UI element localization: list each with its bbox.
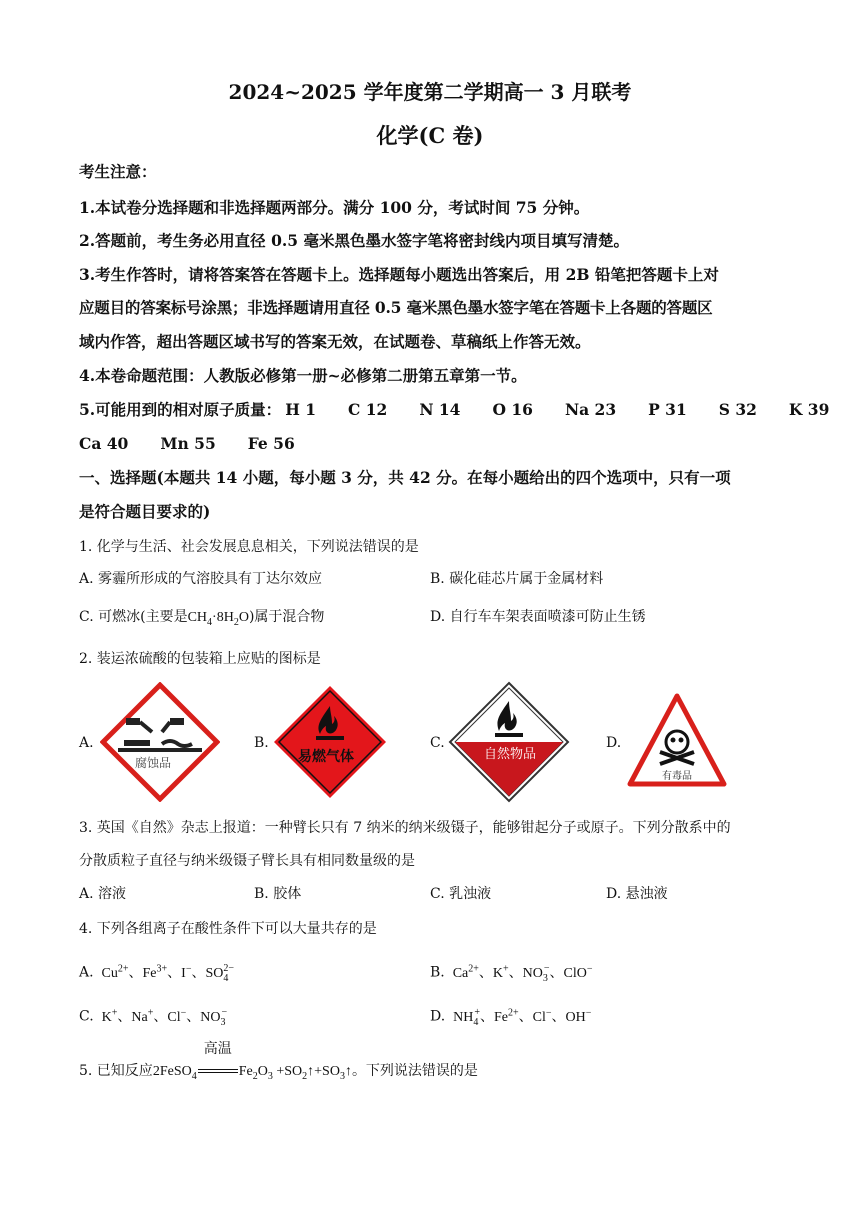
ions-b: $Ca^{2+}$、K+、$NO_3^-$、ClO− bbox=[449, 963, 593, 984]
sign-a-text: 腐蚀品 bbox=[135, 756, 172, 770]
notice-item-1: 1.本试卷分选择题和非选择题两部分。满分 100 分，考试时间 75 分钟。 bbox=[79, 198, 590, 217]
page-title: 2024~2025 学年度第二学期高一 3 月联考 bbox=[228, 80, 632, 104]
q2-option-b-label: B. bbox=[254, 735, 269, 751]
q3-stem-cont: 分散质粒子直径与纳米级镊子臂长具有相同数量级的是 bbox=[79, 853, 415, 869]
q1-option-b: B. 碳化硅芯片属于金属材料 bbox=[430, 571, 604, 587]
q4-stem: 4. 下列各组离子在酸性条件下可以大量共存的是 bbox=[79, 921, 377, 937]
reaction-arrow bbox=[197, 1041, 239, 1082]
section-heading: 一、选择题(本题共 14 小题，每小题 3 分，共 42 分。在每小题给出的四个选项中，只有一项 bbox=[79, 468, 731, 487]
reaction-lhs: 2FeSO$_4$ bbox=[152, 1064, 197, 1082]
q1-option-a: A. 雾霾所形成的气溶胶具有丁达尔效应 bbox=[79, 571, 323, 587]
reaction-rhs: $Fe_2O_3$ $+SO_2↑+SO_3↑$ bbox=[238, 1064, 352, 1082]
spontaneous-combustion-sign bbox=[448, 681, 570, 807]
q3-option-a: A. 溶液 bbox=[79, 886, 127, 902]
q1-stem: 1. 化学与生活、社会发展息息相关，下列说法错误的是 bbox=[79, 539, 419, 555]
sign-b-text: 易燃气体 bbox=[298, 749, 354, 765]
notice-item-4: 4.本卷命题范围：人教版必修第一册~必修第二册第五章第一节。 bbox=[79, 366, 527, 385]
q5-stem: 5. 已知反应2FeSO$_4$ 高温 $Fe_2O_3$ $+SO_2↑+SO_3↑$。下列说法错误的是 bbox=[79, 1060, 478, 1088]
q2-option-a-label: A. bbox=[79, 735, 94, 751]
sign-c-text: 自然物品 bbox=[484, 747, 537, 762]
q4-option-a: A. $Cu^{2+}$、$Fe^{3+}$、I−、$SO_4^{2-}$ bbox=[79, 963, 234, 984]
q4-option-c: C. K+、Na+、Cl−、$NO_3^-$ bbox=[79, 1007, 228, 1028]
atomic-mass-line-1: 5.可能用到的相对原子质量： H 1 C 12 N 14 O 16 Na 23 P 31 S 32 K 39 bbox=[79, 400, 830, 419]
q2-option-c-label: C. bbox=[430, 735, 445, 751]
ions-a: $Cu^{2+}$、$Fe^{3+}$、I−、$SO_4^{2-}$ bbox=[98, 963, 234, 984]
q4-option-d: D. $NH_4^+$、$Fe^{2+}$、Cl−、OH− bbox=[430, 1007, 592, 1028]
notice-item-3-end: 域内作答，超出答题区域书写的答案无效，在试题卷、草稿纸上作答无效。 bbox=[79, 332, 591, 351]
ions-d: $NH_4^+$、$Fe^{2+}$、Cl−、OH− bbox=[449, 1007, 592, 1028]
q2-option-d-label: D. bbox=[606, 735, 622, 751]
corrosive-sign bbox=[100, 682, 220, 806]
formula-ch4-8h2o: $CH_4\cdot 8H_2O$ bbox=[187, 610, 249, 628]
section-heading-cont: 是符合题目要求的) bbox=[79, 502, 211, 521]
q1-option-d: D. 自行车车架表面喷漆可防止生锈 bbox=[430, 609, 646, 625]
q3-option-b: B. 胶体 bbox=[254, 886, 302, 902]
ions-c: K+、Na+、Cl−、$NO_3^-$ bbox=[98, 1007, 228, 1028]
q3-stem: 3. 英国《自然》杂志上报道：一种臂长只有 7 纳米的纳米级镊子，能够钳起分子或原子。下列分散系中的 bbox=[79, 820, 731, 836]
flammable-gas-sign bbox=[272, 684, 388, 804]
sign-d-text: 有毒品 bbox=[662, 771, 692, 782]
notice-heading: 考生注意： bbox=[79, 162, 157, 181]
page-subtitle: 化学(C 卷) bbox=[376, 123, 484, 148]
notice-item-3-cont: 应题目的答案标号涂黑；非选择题请用直径 0.5 毫米黑色墨水签字笔在答题卡上各题的答题区 bbox=[79, 298, 713, 317]
q1-option-c: C. 可燃冰(主要是$CH_4\cdot 8H_2O$)属于混合物 bbox=[79, 609, 325, 628]
toxic-sign bbox=[626, 692, 728, 794]
notice-item-2: 2.答题前，考生务必用直径 0.5 毫米黑色墨水签字笔将密封线内项目填写清楚。 bbox=[79, 231, 629, 250]
notice-item-3: 3.考生作答时，请将答案答在答题卡上。选择题每小题选出答案后，用 2B 铅笔把答题卡上对 bbox=[79, 265, 719, 284]
atomic-mass-line-2: Ca 40 Mn 55 Fe 56 bbox=[79, 434, 295, 453]
q3-option-c: C. 乳浊液 bbox=[430, 886, 492, 902]
reaction-condition: 高温 bbox=[203, 1041, 232, 1057]
q3-option-d: D. 悬浊液 bbox=[606, 886, 668, 902]
atomic-mass-label: 5.可能用到的相对原子质量： bbox=[79, 400, 282, 419]
q2-stem: 2. 装运浓硫酸的包装箱上应贴的图标是 bbox=[79, 651, 321, 667]
q4-option-b: B. $Ca^{2+}$、K+、$NO_3^-$、ClO− bbox=[430, 963, 593, 984]
